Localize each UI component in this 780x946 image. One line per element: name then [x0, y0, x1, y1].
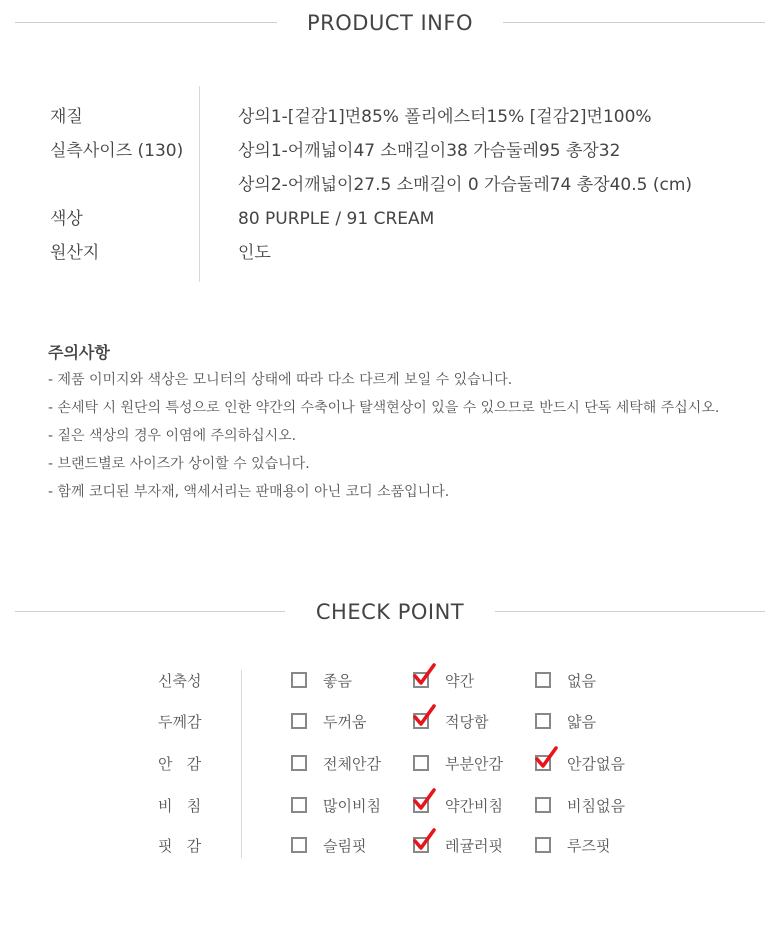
- info-label: 재질: [50, 107, 83, 127]
- option-label: 좋음: [323, 672, 352, 690]
- option-label: 전체안감: [323, 755, 381, 773]
- check-row-label: 비 침: [158, 797, 202, 815]
- notice-title: 주의사항: [48, 343, 110, 362]
- info-column-divider: [199, 86, 200, 282]
- option-label: 없음: [567, 672, 596, 690]
- product-info-title: PRODUCT INFO: [306, 11, 473, 35]
- option-label: 안감없음: [567, 755, 625, 773]
- option-label: 슬림핏: [323, 837, 367, 855]
- info-value: 80 PURPLE / 91 CREAM: [238, 209, 435, 229]
- info-label: 원산지: [50, 243, 100, 263]
- option-label: 루즈핏: [567, 837, 611, 855]
- check-row-thickness: [0, 708, 780, 736]
- check-row-label: 두께감: [158, 713, 202, 731]
- checkmark-icon: [535, 746, 559, 770]
- notice-item: - 짙은 색상의 경우 이염에 주의하십시오.: [48, 428, 297, 444]
- product-info-heading: [15, 8, 765, 38]
- notice-item: - 손세탁 시 원단의 특성으로 인한 약간의 수축이나 탈색현상이 있을 수 있으므로 반드시 단독 세탁해 주십시오.: [48, 400, 720, 416]
- info-label: 실측사이즈 (130): [50, 141, 184, 161]
- checkbox-icon[interactable]: [535, 672, 551, 688]
- checkmark-icon: [413, 788, 437, 812]
- heading-divider-right: [503, 22, 765, 23]
- option-label: 레귤러핏: [445, 837, 503, 855]
- option-label: 부분안감: [445, 755, 503, 773]
- check-row-sheerness: [0, 792, 780, 820]
- check-row-fit: [0, 832, 780, 860]
- check-row-lining: [0, 750, 780, 778]
- check-row-label: 신축성: [158, 672, 202, 690]
- option-label: 두꺼움: [323, 713, 367, 731]
- option-label: 얇음: [567, 713, 596, 731]
- checkbox-icon[interactable]: [535, 797, 551, 813]
- option-label: 약간: [445, 672, 474, 690]
- checkmark-icon: [413, 828, 437, 852]
- option-label: 비침없음: [567, 797, 625, 815]
- info-value: 상의1-[겉감1]면85% 폴리에스터15% [겉감2]면100%: [238, 107, 652, 127]
- info-value: 인도: [238, 243, 271, 263]
- checkmark-icon: [413, 663, 437, 687]
- check-point-title: CHECK POINT: [315, 600, 465, 624]
- option-label: 많이비침: [323, 797, 381, 815]
- notice-item: - 제품 이미지와 색상은 모니터의 상태에 따라 다소 다르게 보일 수 있습니다.: [48, 372, 513, 388]
- heading-divider-right: [495, 611, 765, 612]
- option-label: 적당함: [445, 713, 489, 731]
- option-label: 약간비침: [445, 797, 503, 815]
- checkbox-icon[interactable]: [535, 837, 551, 853]
- check-row-label: 안 감: [158, 755, 202, 773]
- checkbox-icon[interactable]: [535, 713, 551, 729]
- checkmark-icon: [413, 704, 437, 728]
- notice-item: - 브랜드별로 사이즈가 상이할 수 있습니다.: [48, 456, 310, 472]
- checkbox-icon[interactable]: [291, 797, 307, 813]
- notice-item: - 함께 코디된 부자재, 액세서리는 판매용이 아닌 코디 소품입니다.: [48, 484, 450, 500]
- info-label: 색상: [50, 209, 83, 229]
- checkbox-icon[interactable]: [291, 755, 307, 771]
- info-value: 상의1-어깨넓이47 소매길이38 가슴둘레95 총장32: [238, 141, 621, 161]
- check-row-label: 핏 감: [158, 837, 202, 855]
- check-point-grid: [0, 660, 780, 860]
- checkbox-icon[interactable]: [291, 713, 307, 729]
- checkbox-icon[interactable]: [413, 755, 429, 771]
- check-point-heading: [15, 597, 765, 627]
- checkbox-icon[interactable]: [291, 672, 307, 688]
- notice-section: [48, 340, 758, 506]
- check-row-stretch: [0, 667, 780, 695]
- info-value: 상의2-어깨넓이27.5 소매길이 0 가슴둘레74 총장40.5 (cm): [238, 175, 693, 195]
- checkbox-icon[interactable]: [291, 837, 307, 853]
